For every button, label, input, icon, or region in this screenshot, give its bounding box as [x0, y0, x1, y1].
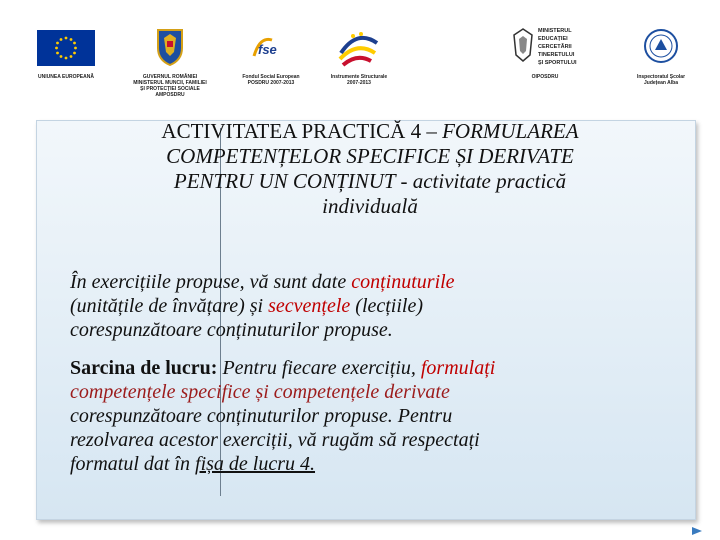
- intro-paragraph: În exercițiile propuse, vă sunt date conținuturile (unitățile de învățare) și secvențele (lecțiile) corespunzătoare conținuturilor propuse.: [70, 271, 455, 341]
- worksheet-link[interactable]: fișa de lucru 4.: [195, 453, 316, 475]
- logo-strip: [0, 0, 720, 110]
- task-label: Sarcina de lucru: [70, 357, 211, 379]
- highlight-continuturile: conținuturile: [351, 271, 455, 293]
- fse-mark-text: fse: [258, 42, 277, 57]
- slide-title: [50, 119, 690, 219]
- title-line-1: ACTIVITATEA PRACTICĂ 4 – FORMULAREA: [161, 119, 579, 143]
- task-paragraph: Sarcina de lucru: Pentru fiecare exercițiu, formulați competențele specifice și competențele derivate corespunzătoare conținuturilor propuse. Pentru rezolvarea acestor exerciții, vă rugăm să respectați formatul dat în fișa de lucru 4.: [70, 356, 685, 476]
- highlight-formulati: formulați: [420, 357, 496, 379]
- corner-arrow-icon: [690, 525, 704, 537]
- title-line-3: PENTRU UN CONȚINUT - activitate practică: [173, 169, 567, 193]
- logo-caption-oiposdru: OIPOSDRU: [531, 74, 559, 80]
- ministry-crest-logo: [510, 27, 536, 63]
- structural-instruments-logo: [335, 27, 381, 69]
- logo-caption-fse: Fondul Social European POSDRU 2007-2013: [242, 74, 300, 86]
- ministry-name-text: MINISTERUL EDUCAȚIEI CERCETĂRII TINERETULUI ȘI SPORTULUI: [538, 28, 577, 66]
- logo-caption-structural: Instrumente Structurale 2007-2013: [330, 74, 388, 86]
- logo-caption-government: GUVERNUL ROMÂNIEI MINISTERUL MUNCII, FAMILIEI ȘI PROTECȚIEI SOCIALE AMPOSDRU: [133, 74, 207, 98]
- highlight-secventele: secvențele: [268, 295, 351, 317]
- highlight-competente: competențele specifice și competențele derivate: [70, 381, 450, 403]
- title-line-4: individuală: [322, 194, 418, 218]
- logo-caption-isj: Inspectoratul Școlar Județean Alba: [636, 74, 686, 86]
- title-line-2: COMPETENȚELOR SPECIFICE ȘI DERIVATE: [166, 144, 574, 168]
- eu-flag-logo: [37, 30, 95, 66]
- isj-alba-logo: [643, 28, 679, 64]
- fse-logo: [250, 34, 288, 60]
- logo-caption-eu: UNIUNEA EUROPEANĂ: [38, 74, 94, 80]
- coat-of-arms-logo: [155, 28, 185, 66]
